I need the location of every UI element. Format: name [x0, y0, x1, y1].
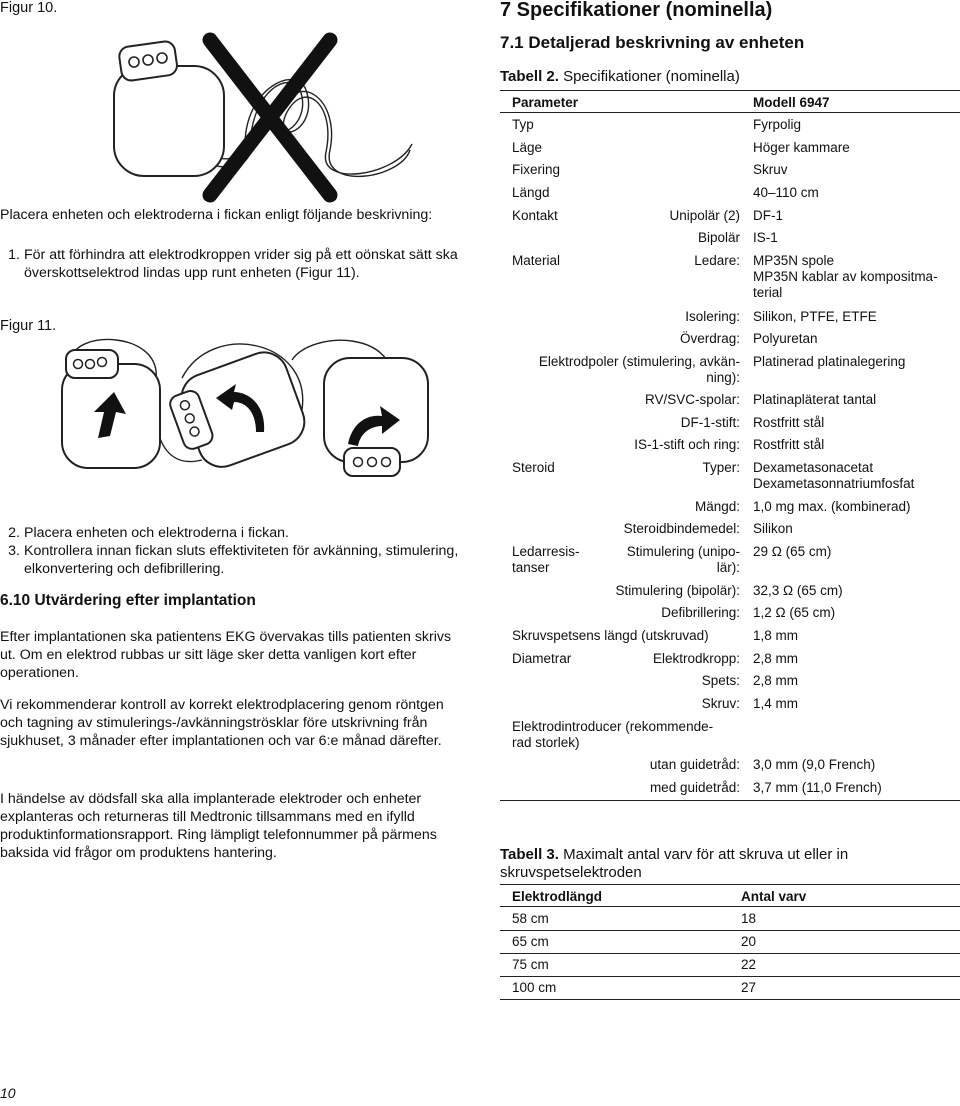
- table-2-cell-subparameter: Spets:: [701, 673, 740, 688]
- table-3-header-rule: [500, 906, 960, 907]
- table-2-header-parameter: Parameter: [512, 95, 579, 110]
- table-3-cell-turns: 22: [741, 957, 757, 972]
- table-2-cell-subparameter: Steroidbindemedel:: [623, 521, 740, 536]
- table-2-cell-parameter: Typ: [512, 117, 534, 132]
- table-2-cell-subparameter: Skruv:: [701, 696, 740, 711]
- step-2: [0, 524, 470, 542]
- table-2-cell-subparameter: IS-1-stift och ring:: [634, 437, 740, 452]
- table-2-header-rule: [500, 112, 960, 113]
- table-3-cell-turns: 18: [741, 911, 757, 926]
- step-2-number: 2.: [8, 525, 20, 541]
- table-2-cell-subparameter: Stimulering (bipolär):: [615, 583, 740, 598]
- table-2-header-model: Modell 6947: [753, 95, 830, 110]
- paragraph-3: I händelse av dödsfall ska alla implanterade elektroder och enheter explanteras och returneras till Medtronic tillsammans med en ifylld produktinformationsrapport. Ring lämpligt telefonnummer på pärmens baksida vid frågor om produktens hantering.: [0, 791, 437, 861]
- table-2-cell-value: Dexametasonacetat: [753, 460, 874, 475]
- table-2-cell-value: 40–110 cm: [753, 185, 819, 200]
- table-3-row-rule: [500, 953, 960, 954]
- step-3-text: Kontrollera innan fickan sluts effektiviteten för avkänning, stimulering, elkonvertering och defibrillering.: [24, 543, 459, 577]
- table-2-cell-subparameter: Defibrillering:: [661, 605, 740, 620]
- table-2-cell-value: 1,2 Ω (65 cm): [753, 605, 836, 620]
- table-2-cell-subparameter: RV/SVC-spolar:: [644, 392, 740, 407]
- step-3-number: 3.: [8, 543, 20, 559]
- table-3-cell-turns: 27: [741, 980, 757, 995]
- table-2-cell-value: Platinerad platinalegering: [753, 354, 906, 369]
- table-2-cell-parameter: Material: [512, 253, 561, 268]
- table-2-bottom-rule: [500, 800, 960, 801]
- step-1-number: 1.: [8, 247, 20, 263]
- table-2-top-rule: [500, 90, 960, 91]
- table-2-cell-value: 2,8 mm: [753, 673, 799, 688]
- table-2-cell-subparameter: Typer:: [702, 460, 740, 475]
- table-2-cell-subparameter: Stimulering (unipo-: [626, 544, 740, 559]
- table-2-cell-subparameter: ning):: [706, 370, 740, 385]
- step-3: [0, 542, 470, 578]
- table-2-cell-value: MP35N spole: [753, 253, 835, 268]
- table-2-cell-value: 2,8 mm: [753, 651, 799, 666]
- table-2-cell-subparameter: Överdrag:: [679, 331, 740, 346]
- table-2-cell-value: 3,0 mm (9,0 French): [753, 757, 876, 772]
- table-2-cell-value: Silikon, PTFE, ETFE: [753, 309, 877, 324]
- table-2-cell-subparameter: Elektrodkropp:: [652, 651, 740, 666]
- table-2-cell-value: Rostfritt stål: [753, 437, 825, 452]
- table-2-cell-value: Platinapläterat tantal: [753, 392, 877, 407]
- step-1-text: För att förhindra att elektrodkroppen vrider sig på ett oönskat sätt ska överskottselektrod lindas upp runt enheten (Figur 11).: [24, 247, 458, 281]
- paragraph-1: Efter implantationen ska patientens EKG övervakas tills patienten skrivs ut. Om en elektrod rubbas ur sitt läge sker detta vanligen kort efter operationen.: [0, 629, 452, 681]
- table-3-cell-length: 58 cm: [512, 911, 549, 926]
- table-3-row-rule: [500, 999, 960, 1000]
- table-2-cell-parameter: tanser: [512, 560, 550, 575]
- table-2-cell-parameter: Fixering: [512, 162, 561, 177]
- table-2-cell-value: 29 Ω (65 cm): [753, 544, 832, 559]
- paragraph-2: Vi rekommenderar kontroll av korrekt elektrodplacering genom röntgen och tagning av stimulerings-/avkänningströsklar före utskrivning från sjukhuset, 3 månader efter implantationen och var 6:e månad därefter.: [0, 697, 444, 749]
- table-2-cell-subparameter: DF-1-stift:: [680, 415, 740, 430]
- table-2-caption-text: Specifikationer (nominella): [558, 68, 740, 85]
- table-2-cell-value: 3,7 mm (11,0 French): [753, 780, 882, 795]
- table-3-header-turns: Antal varv: [741, 889, 807, 904]
- table-2-caption: [500, 68, 740, 85]
- table-2-cell-subparameter: utan guidetråd:: [649, 757, 740, 772]
- table-2-cell-value: 1,4 mm: [753, 696, 799, 711]
- table-2-cell-value: 1,8 mm: [753, 628, 799, 643]
- table-2-cell-subparameter: Mängd:: [694, 499, 740, 514]
- table-3-cell-turns: 20: [741, 934, 757, 949]
- table-2-cell-parameter: Läge: [512, 140, 543, 155]
- table-2-cell-value: Dexametasonnatriumfosfat: [753, 476, 915, 491]
- table-2-cell-value: Rostfritt stål: [753, 415, 825, 430]
- table-2-cell-subparameter: med guidetråd:: [649, 780, 740, 795]
- step-1: [0, 246, 470, 282]
- table-2-cell-parameter: Elektrodintroducer (rekommende-: [512, 719, 714, 734]
- table-3-cell-length: 75 cm: [512, 957, 549, 972]
- subsection-title: 7.1 Detaljerad beskrivning av enheten: [500, 33, 805, 52]
- figure-10-label: Figur 10.: [0, 0, 58, 16]
- table-2-cell-parameter: rad storlek): [512, 735, 580, 750]
- table-2-cell-value: MP35N kablar av kompositma-: [753, 269, 938, 284]
- page-number: 10: [0, 1085, 16, 1101]
- table-2-cell-subparameter: Isolering:: [685, 309, 740, 324]
- table-2-cell-value: Polyuretan: [753, 331, 818, 346]
- table-3-caption: [500, 846, 940, 882]
- figure-11-illustration: [52, 340, 452, 490]
- table-3-cell-length: 65 cm: [512, 934, 549, 949]
- steps-2-3: [0, 524, 470, 578]
- placement-intro: Placera enheten och elektroderna i fickan enligt följande beskrivning:: [0, 207, 433, 223]
- chapter-title: 7 Specifikationer (nominella): [500, 0, 773, 21]
- table-3-row-rule: [500, 930, 960, 931]
- table-2-cell-parameter: Steroid: [512, 460, 555, 475]
- table-3-caption-text: Maximalt antal varv för att skruva ut eller in skruvspetselektroden: [500, 846, 849, 881]
- figure-10-illustration: [100, 30, 420, 200]
- table-2-cell-value: 1,0 mg max. (kombinerad): [753, 499, 911, 514]
- table-2-cell-value: Skruv: [753, 162, 788, 177]
- table-2-cell-value: Fyrpolig: [753, 117, 802, 132]
- table-2-cell-subparameter: Unipolär (2): [669, 208, 740, 223]
- section-title: 6.10 Utvärdering efter implantation: [0, 592, 256, 609]
- table-2-cell-value: Höger kammare: [753, 140, 850, 155]
- table-3-caption-label: Tabell 3.: [500, 846, 559, 863]
- step-2-text: Placera enheten och elektroderna i fickan.: [24, 525, 289, 541]
- table-3-row-rule: [500, 976, 960, 977]
- table-2-cell-value: Silikon: [753, 521, 793, 536]
- table-2-cell-subparameter: lär):: [716, 560, 740, 575]
- figure-11-label: Figur 11.: [0, 318, 57, 334]
- table-2-cell-subparameter: Elektrodpoler (stimulering, avkän-: [538, 354, 740, 369]
- table-2-cell-value: IS-1: [753, 230, 778, 245]
- table-2-cell-parameter: Diametrar: [512, 651, 572, 666]
- table-2-cell-parameter: Kontakt: [512, 208, 558, 223]
- table-3-cell-length: 100 cm: [512, 980, 557, 995]
- table-2-cell-subparameter: Bipolär: [697, 230, 740, 245]
- table-2-cell-value: DF-1: [753, 208, 783, 223]
- table-2-cell-parameter: Längd: [512, 185, 550, 200]
- table-2-caption-label: Tabell 2.: [500, 68, 559, 85]
- table-2-cell-subparameter: Ledare:: [694, 253, 740, 268]
- table-3-top-rule: [500, 884, 960, 885]
- table-2-cell-value: 32,3 Ω (65 cm): [753, 583, 843, 598]
- table-2-cell-value: terial: [753, 285, 783, 300]
- table-2-cell-parameter: Ledarresis-: [512, 544, 580, 559]
- table-2-cell-parameter: Skruvspetsens längd (utskruvad): [512, 628, 709, 643]
- table-3-header-length: Elektrodlängd: [512, 889, 603, 904]
